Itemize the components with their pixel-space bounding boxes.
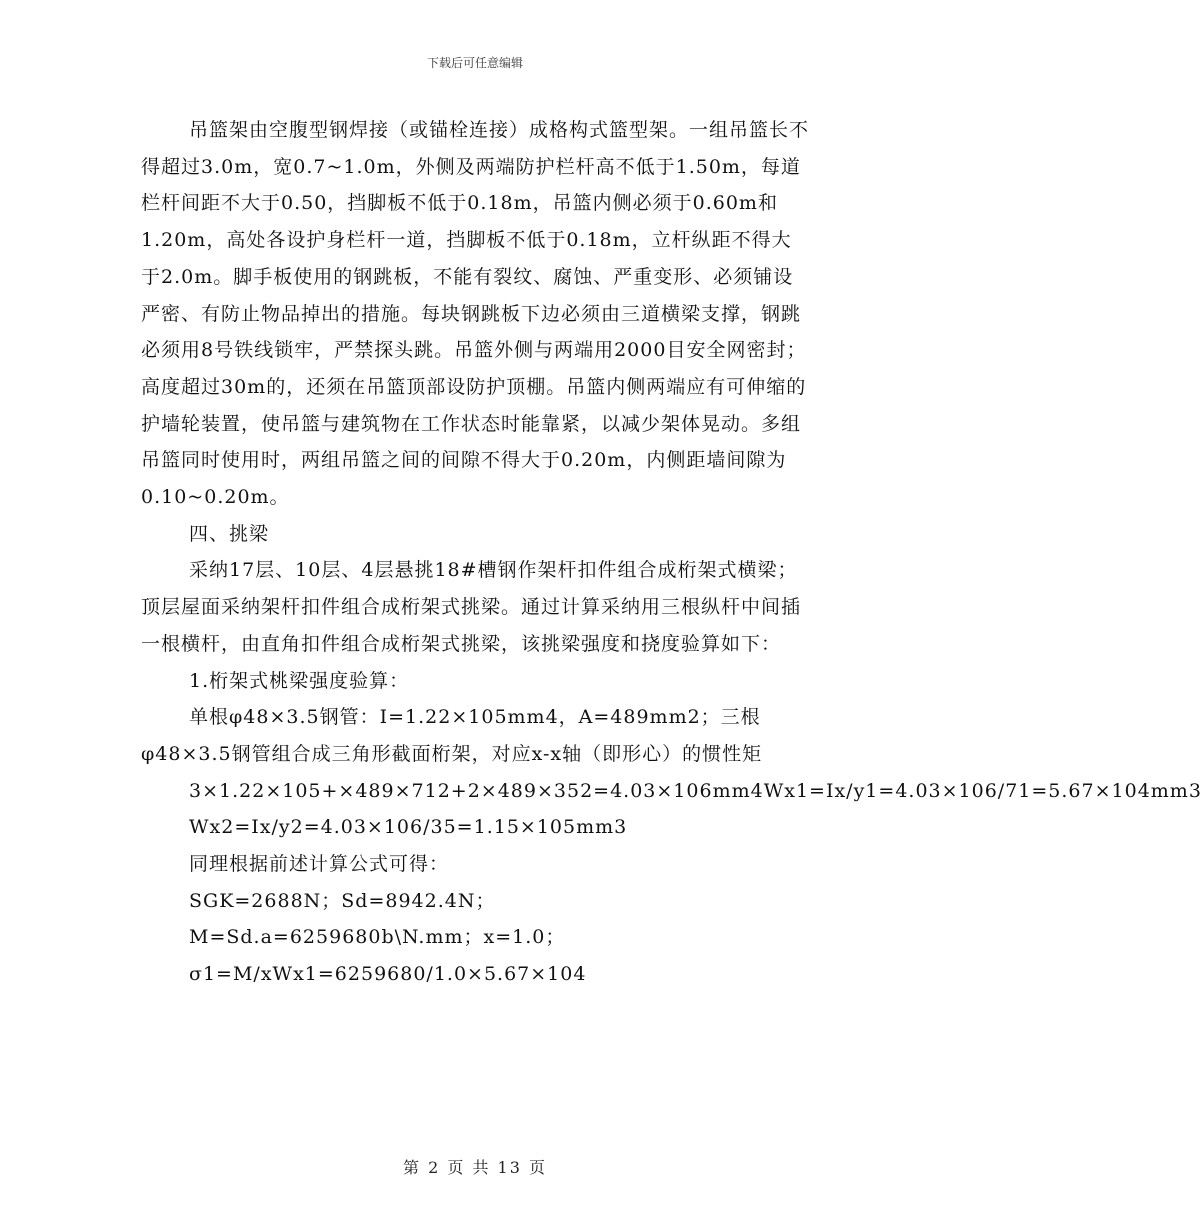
page-footer: 第 2 页 共 13 页: [403, 1158, 547, 1177]
paragraph-cantilever-beam: 采纳17层、10层、4层悬挑18#槽钢作架杆扣件组合成桁架式横梁；顶层屋面采纳架杆扣件组合成桁架式挑梁。通过计算采纳用三根纵杆中间插一根横杆，由直角扣件组合成桁架式挑梁，该挑梁强度和挠度验算如下：: [141, 559, 802, 655]
paragraph-hanging-basket: 吊篮架由空腹型钢焊接（或锚栓连接）成格构式篮型架。一组吊篮长不得超过3.0m，宽0.7~1.0m，外侧及两端防护栏杆高不低于1.50m，每道栏杆间距不大于0.50，挡脚板不低于0.18m，吊篮内侧必须于0.60m和1.20m，高处各设护身栏杆一道，挡脚板不低于0.18m，立杆纵距不得大于2.0m。脚手板使用的钢跳板，不能有裂纹、腐蚀、严重变形、必须铺设严密、有防止物品掉出的措施。每块钢跳板下边必须由三道横梁支撑，钢跳必须用8号铁线锁牢，严禁探头跳。吊篮外侧与两端用2000目安全网密封；高度超过30m的，还须在吊篮顶部设防护顶棚。吊篮内侧两端应有可伸缩的护墙轮装置，使吊篮与建筑物在工作状态时能靠紧，以减少架体晃动。多组吊篮同时使用时，两组吊篮之间的间隙不得大于0.20m，内侧距墙间隙为0.10~0.20m。: [141, 119, 810, 509]
section-heading: 四、挑梁: [189, 522, 270, 545]
formula-moment: M=Sd.a=6259680b\N.mm；x=1.0；: [189, 926, 566, 949]
page-header: 下载后可任意编辑: [426, 56, 523, 70]
formula-wx2: Wx2=Ix/y2=4.03×106/35=1.15×105mm3: [189, 816, 628, 839]
formula-sigma: σ1=M/xWx1=6259680/1.0×5.67×104: [189, 963, 587, 986]
formula-sgk: SGK=2688N；Sd=8942.4N；: [189, 889, 496, 912]
text-similarly: 同理根据前述计算公式可得：: [189, 853, 450, 876]
subheading-strength-check: 1.桁架式桃梁强度验算：: [189, 669, 410, 692]
paragraph-steel-pipe: 单根φ48×3.5钢管：I=1.22×105mm4，A=489mm2；三根φ48×3.5钢管组合成三角形截面桁架，对应x-x轴（即形心）的惯性矩: [141, 706, 763, 765]
formula-inertia: 3×1.22×105+×489×712+2×489×352=4.03×106mm4Wx1=Ix/y1=4.03×106/71=5.67×104mm3: [189, 779, 1202, 802]
document-body: [141, 112, 1202, 993]
